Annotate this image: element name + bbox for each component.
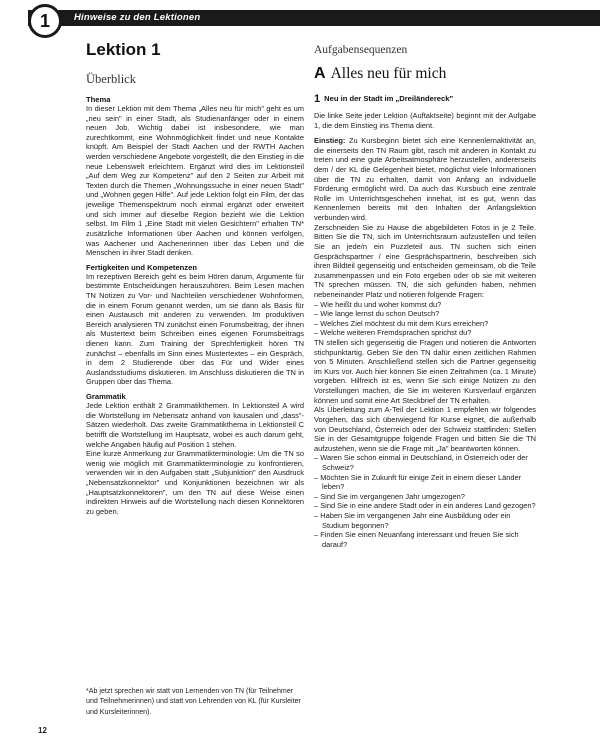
paragraph-thema: In dieser Lektion mit dem Thema „Alles neu für mich" geht es um „neu sein" in einer Stadt, als Studienanfänger oder in einem neuen Job. Wichtig dabei ist insbesondere, wie man zurechtkommt, eine Wohnmöglichkeit findet und neue Kontakte knüpft. Am Beispiel der Stadt Aachen und der RWTH Aachen werden verschiedene Angebote vorgestellt, die den Einstieg in die neue Lebenswelt erleichtern. Ergänzt wird dies im Lektionsteil „Auf dem Weg zur Kompetenz" auf den 2 Seiten zur Arbeit mit Texten durch die Themen „Wohnungssuche in einer neuen Stadt" und „Wohnen gegen Hilfe". Auf jede Lektion folgt ein Film, der das jeweilige Themenspektrum noch einmal ergänzt oder erweitert und sich immer auf dieselbe Region bezieht wie die Lektion selbst. Im Film 1 „Eine Stadt mit vielen Gesichtern" erhalten TN* zusätzliche Informationen über Aachen und können verfolgen, was Aachener und Aachenerinnen über das Leben und die Menschen in ihrer Stadt denken.	[86, 104, 304, 258]
einstieg-paragraph	[314, 136, 536, 222]
chapter-number-badge: 1	[28, 4, 62, 38]
list-item: – Sind Sie in eine andere Stadt oder in ein anderes Land gezogen?	[314, 501, 536, 511]
paragraph-puzzle: Zerschneiden Sie zu Hause die abgebildeten Fotos in je 2 Teile. Bitten Sie die TN, sich im Unterrichtsraum aufzustellen und teilen Sie an jede/n ein Puzzleteil aus. TN suchen sich einen Gesprächspartner / eine Gesprächspartnerin, beschreiben sich ihren Bildteil gegenseitig und entscheiden gemeinsam, ob die Teile zusammenpassen und ein Foto ergeben oder ob sie mit weiteren TN sprechen müssen. TN, die sich gefunden haben, nehmen nebeneinander Platz und notieren folgende Fragen:	[314, 222, 536, 299]
paragraph-fertigkeiten: Im rezeptiven Bereich geht es beim Hören darum, Argumente für bestimmte Entscheidungen herauszuhören. Beim Lesen machen TN Notizen zu Vor- und Nachteilen verschiedener Wohnformen, die in einem Forum genannt werden, um sie dann als Basis für einen Austausch mit anderen zu verwenden. Im produktiven Bereich analysieren TN zunächst einen Forumsbeitrag, der ihnen als Mustertext beim Schreiben eines eigenen Forumsbeitrags dienen kann. Zum Training der Sprechfertigkeit hören TN zunächst – ebenfalls im Sinn eines Mustertextes – ein Gespräch, in dem 2 Studierende über das Für und Wider eines Auslandsstudiums diskutieren. Im Anschluss diskutieren die TN in Gruppen über das Thema.	[86, 271, 304, 387]
section-heading-fertigkeiten: Fertigkeiten und Kompetenzen	[86, 262, 197, 272]
section-label: Aufgabensequenzen	[314, 44, 408, 56]
section-heading-thema: Thema	[86, 95, 111, 104]
left-column	[86, 38, 304, 516]
section-heading-grammatik: Grammatik	[86, 392, 126, 402]
exercise-intro: Die linke Seite jeder Lektion (Auftaktseite) beginnt mit der Aufgabe 1, die dem Einstieg ins Thema dient.	[314, 111, 536, 130]
list-item: – Wie heißt du und woher kommst du?	[314, 299, 442, 309]
list-item: – Welches Ziel möchtest du mit dem Kurs erreichen?	[314, 318, 489, 328]
page-number: 12	[38, 726, 47, 735]
list-item: – Welche weiteren Fremdsprachen sprichst du?	[314, 328, 472, 338]
paragraph-ueberleitung: Als Überleitung zum A-Teil der Lektion 1 empfehlen wir folgendes Vorgehen, das sich überwiegend für Kurse eignet, die außerhalb von Deutschland, Österreich oder der Schweiz stattfinden: Stellen Sie in der Gesamtgruppe folgende Fragen und bitten Sie die TN aufzustehen, wenn sie die Frage mit „Ja" beantworten können.	[314, 405, 536, 453]
part-title-text: Alles neu für mich	[330, 65, 447, 82]
list-item: – Waren Sie schon einmal in Deutschland, in Österreich oder der Schweiz?	[314, 453, 528, 472]
exercise-number: 1	[314, 93, 321, 105]
einstieg-label: Einstieg:	[314, 136, 346, 146]
part-title	[314, 65, 536, 83]
paragraph-vorstellung: TN stellen sich gegenseitig die Fragen und notieren die Antworten stichpunktartig. Geben Sie den TN dafür einen zeitlichen Rahmen von 5 Minuten. Anschließend stellen sich die Partner gegenseitig im Kurs vor. Auch hier können Sie einen Zeitrahmen (ca. 1 Minute) vorgeben. Hilfreich ist es, wenn Sie sich einige Notizen zu den Vorstellungen machen, die Sie im weiteren Kursverlauf ergänzen können und somit eine Art Steckbrief der TN erhalten.	[314, 338, 536, 405]
header-title: Hinweise zu den Lektionen	[74, 12, 201, 23]
part-letter: A	[314, 65, 326, 82]
exercise-heading	[314, 93, 536, 105]
question-list-partner	[314, 300, 536, 338]
einstieg-text: Zu Kursbeginn bietet sich eine Kennenlernaktivität an, die einerseits den TN Raum gibt, rasch mit anderen in Kontakt zu treten und eine gute Arbeitsatmosphäre herzustellen, andererseits dem / der KL die Gelegenheit bietet, möglichst viele Informationen über die TN zu erhalten, damit von Anfang an individuelle Förderung ermöglicht wird. Da auch das Kursbuch eine zentrale Rolle im Unterrichtsgeschehen innehat, ist es gut, wenn das Kennenlernen bereits mit den Inhalten der Anfangslektion verbunden wird.	[314, 136, 536, 223]
right-column	[314, 38, 536, 549]
question-list-gesamtgruppe	[314, 453, 536, 549]
lesson-title: Lektion 1	[86, 40, 161, 59]
footnote: *Ab jetzt sprechen wir statt von Lernenden von TN (für Teilnehmer und Teilnehmerinnen) und statt von Lehrenden von KL (für Kursleiter und Kursleiterinnen).	[86, 687, 301, 716]
list-item: – Haben Sie im vergangenen Jahr eine Ausbildung oder ein Studium begonnen?	[314, 510, 511, 530]
exercise-title: Neu in der Stadt im „Dreiländereck"	[324, 94, 454, 103]
list-item: – Möchten Sie in Zukunft für einige Zeit in einem dieser Länder leben?	[314, 472, 522, 492]
list-item: – Sind Sie im vergangenen Jahr umgezogen?	[314, 491, 465, 501]
paragraph-grammatik-2: Eine kurze Anmerkung zur Grammatikterminologie: Um die TN so wenig wie möglich mit Grammatikterminologie zu konfrontieren, verwenden wir in den Aufgaben statt „Subjunktion" den Ausdruck „Nebensatzkonnektor" und Konjunktionen bezeichnen wir als „Hauptsatzkonnektoren", um den TN auf diese Weise einen indirekten Hinweis auf die Wortstellung nach diesen Konnektoren zu geben.	[86, 449, 304, 516]
lesson-subtitle: Überblick	[86, 72, 136, 86]
paragraph-grammatik-1: Jede Lektion enthält 2 Grammatikthemen. In Lektionsteil A wird die Wortstellung im Nebensatz anhand von kausalen und „dass"-Sätzen wiederholt. Das zweite Grammatikthema in Lektionsteil C betrifft die Wortstellung im Hauptsatz, wobei es auch darum geht, welche Angaben häufig auf Position 1 stehen.	[86, 401, 304, 449]
list-item: – Wie lange lernst du schon Deutsch?	[314, 309, 440, 319]
list-item: – Finden Sie einen Neuanfang interessant und freuen Sie sich darauf?	[314, 530, 519, 549]
